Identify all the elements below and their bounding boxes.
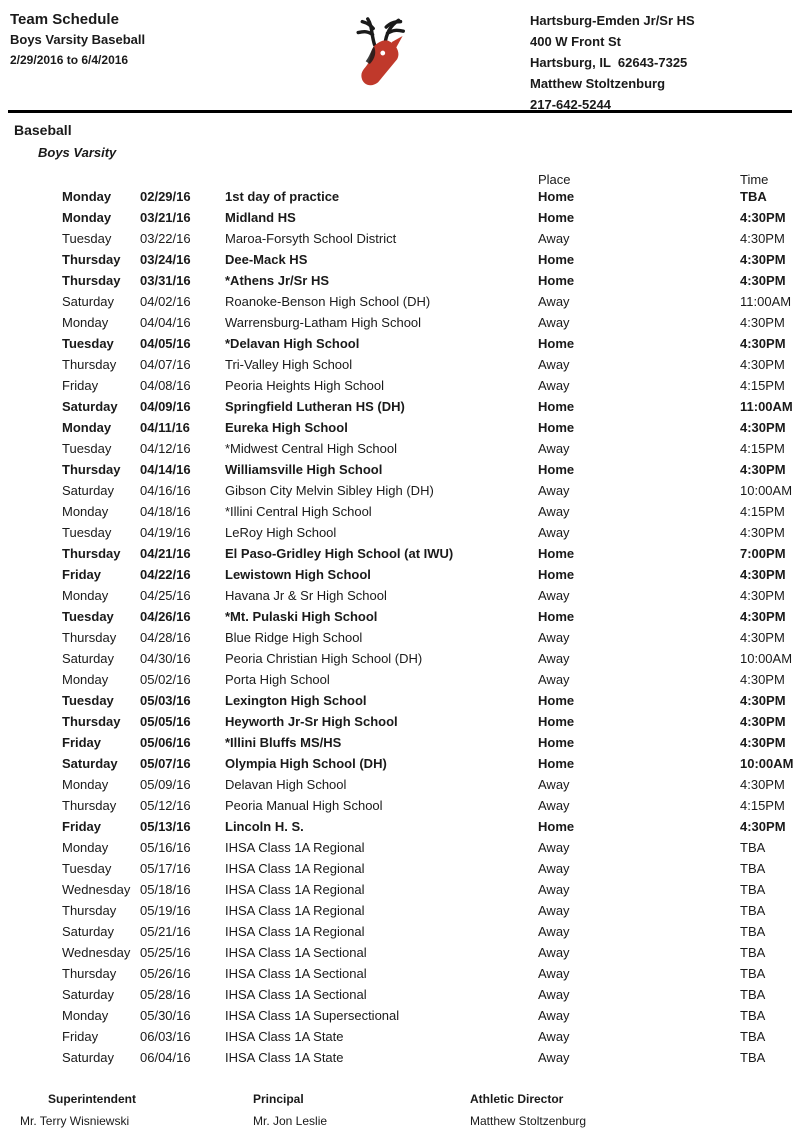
row-place: Away: [538, 777, 570, 792]
row-day: Monday: [62, 189, 112, 204]
row-date: 04/25/16: [140, 588, 191, 603]
row-time: 4:30PM: [740, 210, 786, 225]
row-day: Thursday: [62, 252, 121, 267]
row-time: 10:00AM: [740, 651, 793, 666]
row-day: Tuesday: [62, 441, 112, 456]
row-time: 4:30PM: [740, 231, 785, 246]
row-place: Home: [538, 273, 575, 288]
footer-athletic-director-name: Matthew Stoltzenburg: [470, 1114, 587, 1128]
row-time: 4:15PM: [740, 504, 785, 519]
row-time: TBA: [740, 966, 766, 981]
row-time: TBA: [740, 882, 766, 897]
row-event: *Mt. Pulaski High School: [225, 609, 378, 624]
row-event: Peoria Manual High School: [225, 798, 383, 813]
schedule-row: [0, 648, 800, 669]
row-day: Monday: [62, 672, 109, 687]
schedule-row: [0, 375, 800, 396]
row-date: 06/04/16: [140, 1050, 191, 1065]
footer-superintendent-title: Superintendent: [48, 1092, 137, 1106]
stag-mascot-icon: [337, 12, 419, 95]
team-subtitle: Boys Varsity Baseball: [10, 32, 146, 47]
date-range: 2/29/2016 to 6/4/2016: [10, 53, 129, 67]
row-date: 05/03/16: [140, 693, 191, 708]
row-event: IHSA Class 1A Sectional: [225, 945, 367, 960]
row-date: 04/04/16: [140, 315, 191, 330]
team-level-title: Boys Varsity: [38, 145, 117, 160]
row-event: IHSA Class 1A Sectional: [225, 966, 367, 981]
schedule-table: [0, 172, 800, 1068]
row-date: 05/09/16: [140, 777, 191, 792]
row-time: 4:30PM: [740, 819, 786, 834]
schedule-row: [0, 522, 800, 543]
row-day: Tuesday: [62, 693, 114, 708]
row-event: Olympia High School (DH): [225, 756, 387, 771]
schedule-row: [0, 564, 800, 585]
row-event: IHSA Class 1A Supersectional: [225, 1008, 400, 1023]
sport-title: Baseball: [14, 122, 72, 138]
row-day: Monday: [62, 1008, 109, 1023]
row-time: 4:30PM: [740, 588, 785, 603]
row-place: Away: [538, 966, 570, 981]
row-place: Away: [538, 651, 570, 666]
row-event: Dee-Mack HS: [225, 252, 308, 267]
schedule-row: [0, 963, 800, 984]
row-day: Saturday: [62, 987, 115, 1002]
row-place: Away: [538, 315, 570, 330]
row-day: Monday: [62, 504, 109, 519]
row-time: 10:00AM: [740, 756, 794, 771]
schedule-row: [0, 312, 800, 333]
row-day: Monday: [62, 210, 112, 225]
row-date: 05/17/16: [140, 861, 191, 876]
row-place: Away: [538, 672, 570, 687]
row-time: TBA: [740, 189, 767, 204]
schedule-rows: [0, 186, 800, 1068]
row-place: Away: [538, 357, 570, 372]
row-time: TBA: [740, 840, 766, 855]
row-day: Saturday: [62, 399, 118, 414]
row-day: Tuesday: [62, 861, 112, 876]
row-place: Home: [538, 546, 575, 561]
schedule-row: [0, 291, 800, 312]
row-event: Maroa-Forsyth School District: [225, 231, 397, 246]
schedule-row: [0, 858, 800, 879]
row-place: Away: [538, 882, 570, 897]
row-date: 05/12/16: [140, 798, 191, 813]
row-event: Blue Ridge High School: [225, 630, 363, 645]
row-event: IHSA Class 1A Sectional: [225, 987, 367, 1002]
row-place: Home: [538, 336, 575, 351]
row-day: Friday: [62, 735, 102, 750]
row-event: Peoria Christian High School (DH): [225, 651, 423, 666]
row-date: 05/30/16: [140, 1008, 191, 1023]
schedule-row: [0, 606, 800, 627]
row-place: Home: [538, 735, 575, 750]
row-event: *Midwest Central High School: [225, 441, 397, 456]
schedule-row: [0, 1005, 800, 1026]
row-date: 04/28/16: [140, 630, 191, 645]
row-event: Roanoke-Benson High School (DH): [225, 294, 431, 309]
row-time: 4:15PM: [740, 441, 785, 456]
school-street: 400 W Front St: [530, 34, 622, 49]
row-place: Away: [538, 1008, 570, 1023]
row-day: Friday: [62, 378, 99, 393]
schedule-row: [0, 942, 800, 963]
schedule-row: [0, 501, 800, 522]
row-place: Away: [538, 945, 570, 960]
row-place: Home: [538, 252, 575, 267]
row-time: 4:15PM: [740, 378, 785, 393]
row-place: Away: [538, 441, 570, 456]
row-day: Saturday: [62, 1050, 115, 1065]
row-time: TBA: [740, 1029, 766, 1044]
row-day: Tuesday: [62, 336, 114, 351]
row-event: Springfield Lutheran HS (DH): [225, 399, 405, 414]
row-event: *Illini Central High School: [225, 504, 372, 519]
row-place: Home: [538, 189, 575, 204]
schedule-row: [0, 396, 800, 417]
row-place: Home: [538, 609, 575, 624]
row-date: 04/14/16: [140, 462, 191, 477]
row-day: Wednesday: [62, 945, 131, 960]
row-date: 04/22/16: [140, 567, 191, 582]
row-time: TBA: [740, 903, 766, 918]
row-place: Away: [538, 378, 570, 393]
row-place: Away: [538, 1050, 570, 1065]
row-date: 05/28/16: [140, 987, 191, 1002]
row-event: Lewistown High School: [225, 567, 371, 582]
footer-athletic-director: [470, 1092, 586, 1128]
row-date: 04/30/16: [140, 651, 191, 666]
row-place: Away: [538, 588, 570, 603]
row-time: 4:30PM: [740, 777, 785, 792]
logo-container: [298, 10, 458, 106]
row-day: Thursday: [62, 714, 121, 729]
row-event: Peoria Heights High School: [225, 378, 384, 393]
schedule-row: [0, 270, 800, 291]
row-date: 05/19/16: [140, 903, 191, 918]
row-date: 04/07/16: [140, 357, 191, 372]
row-event: *Athens Jr/Sr HS: [225, 273, 330, 288]
row-time: 4:30PM: [740, 567, 786, 582]
schedule-row: [0, 690, 800, 711]
row-date: 04/05/16: [140, 336, 191, 351]
row-date: 05/26/16: [140, 966, 191, 981]
row-event: Lexington High School: [225, 693, 367, 708]
school-info-block: [458, 10, 790, 112]
schedule-row: [0, 228, 800, 249]
row-event: IHSA Class 1A Regional: [225, 903, 365, 918]
row-event: Heyworth Jr-Sr High School: [225, 714, 398, 729]
row-day: Friday: [62, 567, 102, 582]
row-time: TBA: [740, 861, 766, 876]
schedule-row: [0, 207, 800, 228]
row-time: 7:00PM: [740, 546, 786, 561]
row-event: Warrensburg-Latham High School: [225, 315, 422, 330]
schedule-row: [0, 837, 800, 858]
row-event: IHSA Class 1A Regional: [225, 840, 365, 855]
schedule-row: [0, 1026, 800, 1047]
school-contact: Matthew Stoltzenburg: [530, 76, 666, 91]
schedule-row: [0, 795, 800, 816]
row-place: Away: [538, 798, 570, 813]
row-day: Saturday: [62, 294, 115, 309]
row-event: LeRoy High School: [225, 525, 337, 540]
row-place: Home: [538, 714, 575, 729]
row-place: Away: [538, 483, 570, 498]
row-day: Saturday: [62, 651, 115, 666]
footer-principal: [253, 1092, 327, 1128]
schedule-row: [0, 480, 800, 501]
row-event: Midland HS: [225, 210, 296, 225]
row-time: 4:30PM: [740, 609, 786, 624]
schedule-row: [0, 249, 800, 270]
row-event: Delavan High School: [225, 777, 347, 792]
schedule-row: [0, 711, 800, 732]
school-city: Hartsburg, IL 62643-7325: [530, 55, 688, 70]
row-time: 4:30PM: [740, 357, 785, 372]
row-place: Home: [538, 756, 575, 771]
row-day: Monday: [62, 315, 109, 330]
row-place: Away: [538, 987, 570, 1002]
time-column-header: Time: [740, 171, 769, 187]
row-day: Tuesday: [62, 525, 112, 540]
row-event: *Illini Bluffs MS/HS: [225, 735, 342, 750]
row-date: 04/26/16: [140, 609, 191, 624]
row-date: 02/29/16: [140, 189, 191, 204]
row-date: 04/11/16: [140, 420, 190, 435]
row-date: 04/08/16: [140, 378, 191, 393]
row-time: 11:00AM: [740, 399, 793, 414]
row-date: 05/07/16: [140, 756, 191, 771]
row-day: Tuesday: [62, 231, 112, 246]
row-event: *Delavan High School: [225, 336, 360, 351]
footer-principal-name: Mr. Jon Leslie: [253, 1114, 328, 1128]
row-date: 03/22/16: [140, 231, 191, 246]
schedule-row: [0, 333, 800, 354]
row-day: Thursday: [62, 357, 117, 372]
row-event: IHSA Class 1A Regional: [225, 861, 365, 876]
row-day: Thursday: [62, 546, 121, 561]
schedule-row: [0, 459, 800, 480]
row-event: Gibson City Melvin Sibley High (DH): [225, 483, 434, 498]
row-event: Porta High School: [225, 672, 330, 687]
row-place: Home: [538, 567, 575, 582]
row-place: Away: [538, 525, 570, 540]
row-place: Away: [538, 231, 570, 246]
row-time: 4:30PM: [740, 630, 785, 645]
row-place: Home: [538, 462, 575, 477]
row-day: Monday: [62, 777, 109, 792]
row-place: Home: [538, 399, 575, 414]
schedule-row: [0, 879, 800, 900]
schedule-row: [0, 354, 800, 375]
row-time: 4:30PM: [740, 525, 785, 540]
row-date: 05/05/16: [140, 714, 191, 729]
row-day: Monday: [62, 840, 109, 855]
row-place: Home: [538, 420, 575, 435]
school-phone: 217-642-5244: [530, 97, 611, 112]
page-header: [0, 0, 800, 112]
row-date: 05/06/16: [140, 735, 191, 750]
row-time: 11:00AM: [740, 294, 792, 309]
row-time: 4:30PM: [740, 693, 786, 708]
row-event: IHSA Class 1A Regional: [225, 924, 365, 939]
row-time: 10:00AM: [740, 483, 793, 498]
row-place: Home: [538, 210, 575, 225]
row-time: 4:30PM: [740, 714, 786, 729]
row-event: IHSA Class 1A State: [225, 1050, 344, 1065]
row-place: Away: [538, 903, 570, 918]
row-day: Saturday: [62, 924, 115, 939]
row-place: Away: [538, 861, 570, 876]
row-date: 04/19/16: [140, 525, 191, 540]
row-date: 03/31/16: [140, 273, 191, 288]
row-time: 4:30PM: [740, 336, 786, 351]
schedule-row: [0, 732, 800, 753]
row-time: TBA: [740, 987, 766, 1002]
place-column-header: Place: [538, 171, 571, 187]
schedule-row: [0, 984, 800, 1005]
footer-principal-title: Principal: [253, 1092, 304, 1106]
footer-superintendent-name: Mr. Terry Wisniewski: [20, 1114, 130, 1128]
row-day: Thursday: [62, 630, 117, 645]
row-day: Thursday: [62, 273, 121, 288]
schedule-row: [0, 417, 800, 438]
row-date: 04/02/16: [140, 294, 191, 309]
row-date: 03/24/16: [140, 252, 191, 267]
header-left-block: [10, 10, 298, 106]
row-time: TBA: [740, 924, 766, 939]
row-place: Away: [538, 840, 570, 855]
row-day: Saturday: [62, 756, 118, 771]
row-date: 04/16/16: [140, 483, 191, 498]
row-day: Thursday: [62, 903, 117, 918]
row-event: Williamsville High School: [225, 462, 383, 477]
schedule-row: [0, 438, 800, 459]
schedule-row: [0, 186, 800, 207]
row-place: Away: [538, 294, 570, 309]
row-time: 4:30PM: [740, 315, 785, 330]
row-place: Away: [538, 924, 570, 939]
row-time: TBA: [740, 1008, 766, 1023]
row-place: Home: [538, 819, 575, 834]
row-time: 4:15PM: [740, 798, 785, 813]
row-event: 1st day of practice: [225, 189, 340, 204]
row-day: Friday: [62, 1029, 99, 1044]
row-day: Wednesday: [62, 882, 131, 897]
row-event: Eureka High School: [225, 420, 348, 435]
schedule-row: [0, 1047, 800, 1068]
row-place: Home: [538, 693, 575, 708]
row-event: El Paso-Gridley High School (at IWU): [225, 546, 454, 561]
row-time: TBA: [740, 945, 766, 960]
row-time: 4:30PM: [740, 462, 786, 477]
schedule-row: [0, 921, 800, 942]
row-event: Havana Jr & Sr High School: [225, 588, 387, 603]
schedule-row: [0, 543, 800, 564]
row-date: 04/12/16: [140, 441, 191, 456]
row-day: Monday: [62, 588, 109, 603]
row-date: 04/18/16: [140, 504, 191, 519]
row-day: Saturday: [62, 483, 115, 498]
row-day: Monday: [62, 420, 112, 435]
row-place: Away: [538, 504, 570, 519]
row-date: 05/16/16: [140, 840, 191, 855]
row-day: Thursday: [62, 966, 117, 981]
row-day: Tuesday: [62, 609, 114, 624]
row-time: 4:30PM: [740, 252, 786, 267]
row-time: 4:30PM: [740, 420, 786, 435]
schedule-row: [0, 585, 800, 606]
row-event: Tri-Valley High School: [225, 357, 353, 372]
footer-athletic-director-title: Athletic Director: [470, 1092, 564, 1106]
row-time: 4:30PM: [740, 735, 786, 750]
row-place: Away: [538, 1029, 570, 1044]
row-date: 05/02/16: [140, 672, 191, 687]
page-title: Team Schedule: [10, 11, 119, 28]
row-time: 4:30PM: [740, 672, 785, 687]
row-date: 04/09/16: [140, 399, 191, 414]
schedule-row: [0, 900, 800, 921]
row-event: IHSA Class 1A State: [225, 1029, 344, 1044]
row-date: 04/21/16: [140, 546, 191, 561]
schedule-row: [0, 753, 800, 774]
row-event: Lincoln H. S.: [225, 819, 304, 834]
row-day: Thursday: [62, 798, 117, 813]
row-time: TBA: [740, 1050, 766, 1065]
row-date: 03/21/16: [140, 210, 191, 225]
row-event: IHSA Class 1A Regional: [225, 882, 365, 897]
row-place: Away: [538, 630, 570, 645]
schedule-row: [0, 816, 800, 837]
row-day: Friday: [62, 819, 102, 834]
row-date: 06/03/16: [140, 1029, 191, 1044]
row-date: 05/18/16: [140, 882, 191, 897]
row-date: 05/13/16: [140, 819, 191, 834]
schedule-header-row: [0, 172, 800, 186]
footer-superintendent: [20, 1092, 136, 1128]
schedule-row: [0, 669, 800, 690]
schedule-row: [0, 774, 800, 795]
row-date: 05/21/16: [140, 924, 191, 939]
school-name: Hartsburg-Emden Jr/Sr HS: [530, 13, 695, 28]
schedule-row: [0, 627, 800, 648]
row-day: Thursday: [62, 462, 121, 477]
row-time: 4:30PM: [740, 273, 786, 288]
row-date: 05/25/16: [140, 945, 191, 960]
